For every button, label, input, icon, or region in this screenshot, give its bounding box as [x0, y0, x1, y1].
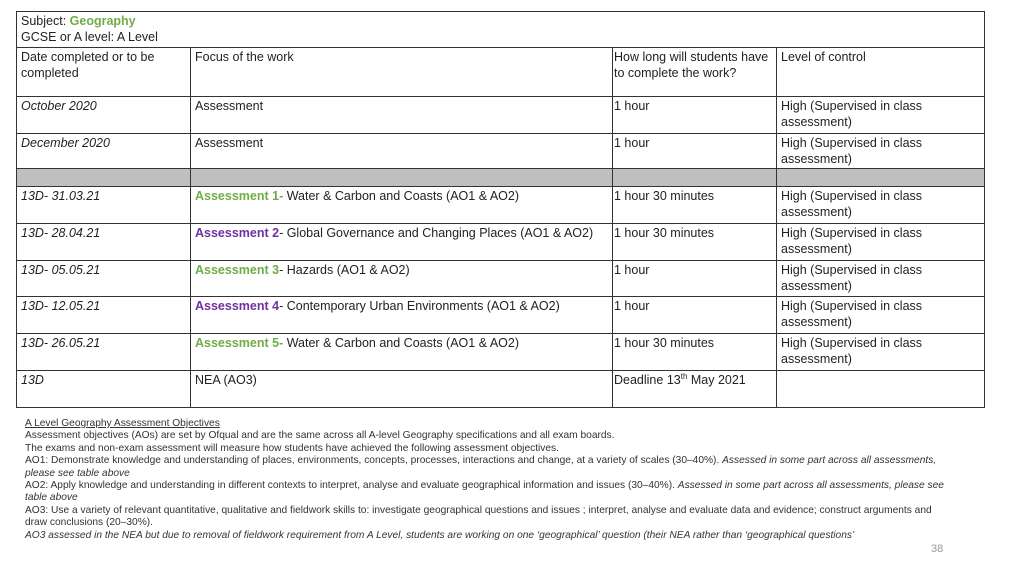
table-row	[17, 187, 985, 224]
assessment-label: Assessment 3	[195, 263, 280, 277]
assessment-topic: Water & Carbon and Coasts (AO1 & AO2)	[283, 336, 519, 350]
assessment-label: Assessment 5-	[195, 336, 284, 350]
control-cell	[777, 371, 985, 408]
date-cell: October 2020	[17, 97, 191, 134]
control-cell: High (Supervised in class assessment)	[777, 261, 985, 297]
control-cell: High (Supervised in class assessment)	[777, 297, 985, 334]
ao3-paragraph: AO3: Use a variety of relevant quantitative, qualitative and fieldwork skills to: investigate geographical questions and issues ; interpret, analyse and evaluate data and evidence; construct arguments and draw conclusions (20–30%).	[25, 504, 932, 529]
assessment-label: Assessment 4	[195, 299, 280, 313]
control-cell: High (Supervised in class assessment)	[777, 224, 985, 261]
control-cell: High (Supervised in class assessment)	[777, 187, 985, 224]
table-row-nea	[17, 371, 985, 408]
notes-paragraph: Assessment objectives (AOs) are set by Ofqual and are the same across all A-level Geography specifications and all exam boards.	[25, 430, 615, 442]
deadline-text: Deadline 13	[614, 373, 681, 387]
table-row	[17, 97, 985, 134]
focus-cell: NEA (AO3)	[191, 371, 613, 408]
control-cell: High (Supervised in class assessment)	[777, 334, 985, 371]
duration-cell: 1 hour 30 minutes	[613, 334, 777, 371]
date-cell: 13D- 26.05.21	[17, 334, 191, 371]
table-row	[17, 334, 985, 371]
focus-cell: Assessment	[191, 134, 613, 169]
date-cell: 13D- 12.05.21	[17, 297, 191, 334]
duration-cell: 1 hour	[613, 261, 777, 297]
deadline-sup: th	[680, 371, 688, 381]
notes-title: A Level Geography Assessment Objectives	[25, 418, 220, 429]
column-headers	[17, 48, 985, 97]
focus-cell	[191, 224, 613, 261]
col-header-focus: Focus of the work	[191, 48, 613, 97]
duration-cell: 1 hour 30 minutes	[613, 187, 777, 224]
duration-cell	[613, 371, 777, 408]
table-row	[17, 134, 985, 169]
subject-label: Subject:	[21, 14, 70, 28]
deadline-text: May 2021	[687, 373, 746, 387]
duration-cell: 1 hour	[613, 97, 777, 134]
assessment-topic: - Hazards (AO1 & AO2)	[279, 263, 410, 277]
level-line: GCSE or A level: A Level	[21, 30, 158, 44]
assessment-table	[16, 11, 985, 408]
assessment-topic: - Global Governance and Changing Places (AO1 & AO2)	[279, 226, 594, 240]
assessment-objectives-notes	[25, 418, 955, 542]
assessment-label: Assessment 1-	[195, 189, 284, 203]
ao2-note: Assessed in some part across all assessments, please see table above	[25, 480, 944, 504]
date-cell: 13D- 31.03.21	[17, 187, 191, 224]
table-row	[17, 297, 985, 334]
date-cell: December 2020	[17, 134, 191, 169]
date-cell: 13D	[17, 371, 191, 408]
focus-cell: Assessment	[191, 97, 613, 134]
table-row	[17, 224, 985, 261]
ao2-text: AO2: Apply knowledge and understanding in different contexts to interpret, analyse and evaluate geographical information and issues (30–40%).	[25, 480, 678, 492]
duration-cell: 1 hour	[613, 297, 777, 334]
ao2-paragraph	[25, 480, 955, 505]
ao1-paragraph	[25, 455, 955, 480]
col-header-date: Date completed or to be completed	[17, 48, 191, 97]
focus-cell	[191, 261, 613, 297]
focus-cell	[191, 297, 613, 334]
notes-paragraph: The exams and non-exam assessment will measure how students have achieved the following assessment objectives.	[25, 442, 559, 454]
assessment-label: Assessment 2	[195, 226, 280, 240]
control-cell: High (Supervised in class assessment)	[777, 134, 985, 169]
subject-value: Geography	[69, 14, 136, 28]
table-row	[17, 261, 985, 297]
ao1-text: AO1: Demonstrate knowledge and understanding of places, environments, concepts, processes, interactions and change, at a variety of scales (30–40%).	[25, 455, 723, 467]
separator-row	[17, 169, 985, 187]
focus-cell	[191, 334, 613, 371]
date-cell: 13D- 05.05.21	[17, 261, 191, 297]
assessment-topic: - Contemporary Urban Environments (AO1 & AO2)	[279, 299, 560, 313]
col-header-control: Level of control	[777, 48, 985, 97]
duration-cell: 1 hour 30 minutes	[613, 224, 777, 261]
date-cell: 13D- 28.04.21	[17, 224, 191, 261]
ao1-note: Assessed in some part across all assessments, please see table above	[25, 455, 937, 479]
page-number: 38	[931, 543, 944, 555]
focus-cell	[191, 187, 613, 224]
col-header-duration: How long will students have to complete the work?	[613, 48, 777, 97]
control-cell: High (Supervised in class assessment)	[777, 97, 985, 134]
subject-header	[17, 12, 985, 48]
ao3-note: AO3 assessed in the NEA but due to removal of fieldwork requirement from A Level, students are working on one ‘geographical’ question (their NEA rather than ‘geographical questions’	[25, 529, 855, 541]
assessment-topic: Water & Carbon and Coasts (AO1 & AO2)	[283, 189, 519, 203]
duration-cell: 1 hour	[613, 134, 777, 169]
